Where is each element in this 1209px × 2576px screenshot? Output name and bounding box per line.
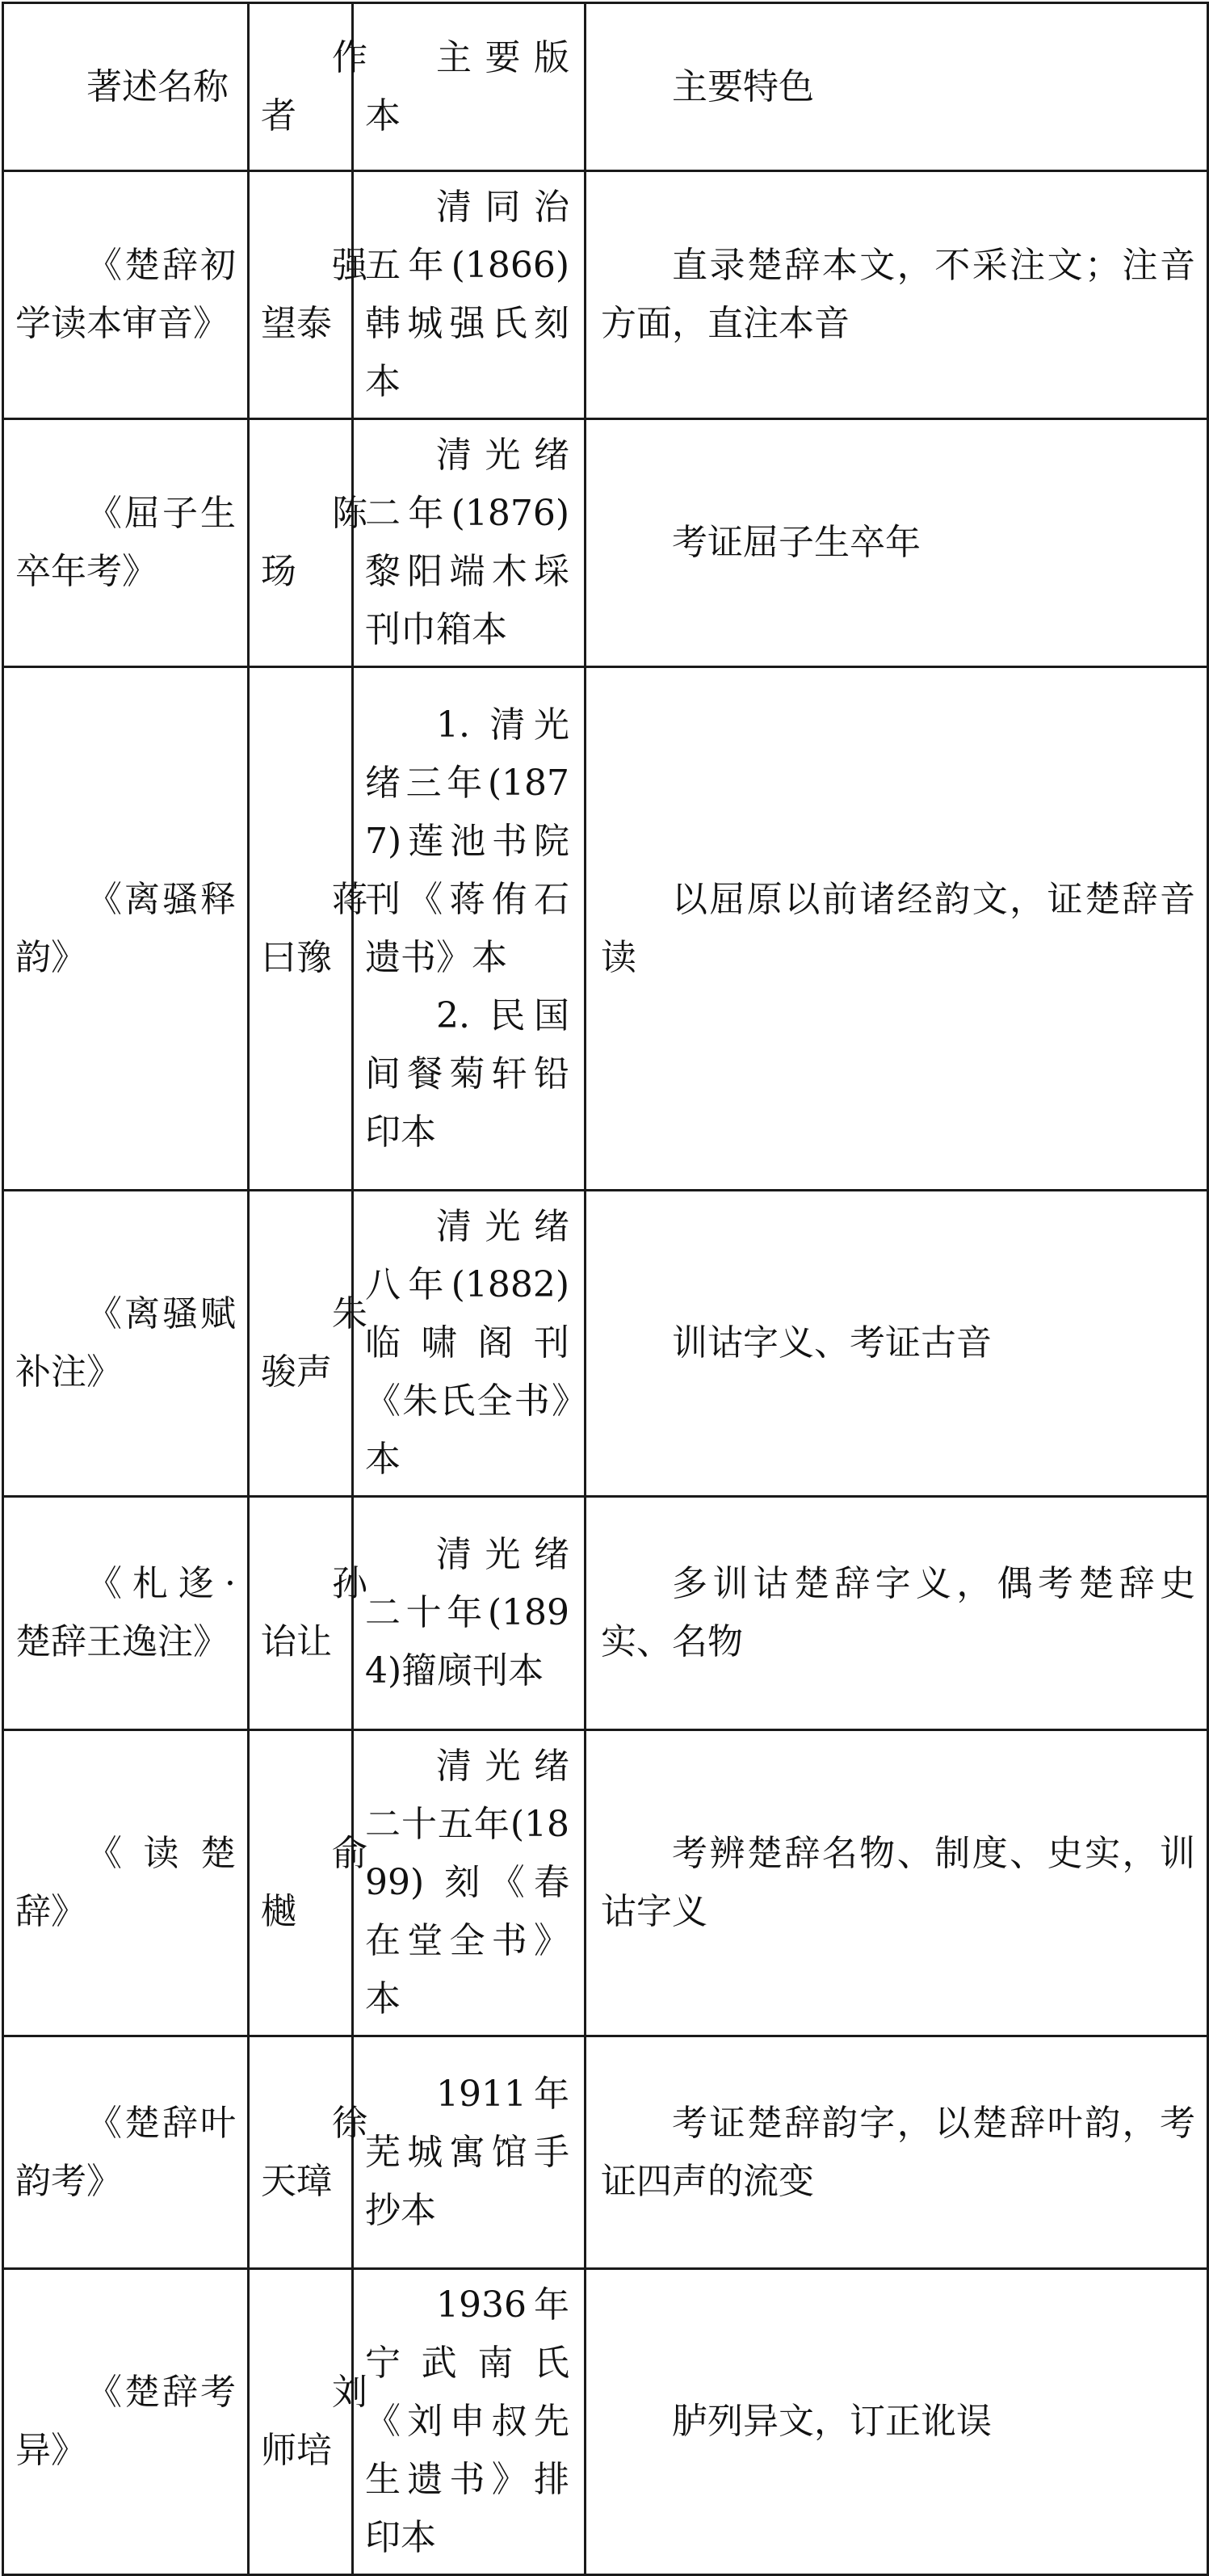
title-cell: 《楚辞考异》	[3, 2269, 249, 2575]
author-cell: 陈玚	[249, 419, 353, 667]
edition-line: 清光绪二十年(1894)籀庼刊本	[365, 1534, 569, 1691]
works-table	[2, 2, 1209, 2576]
author-cell: 朱骏声	[249, 1191, 353, 1497]
author-cell: 刘师培	[249, 2269, 353, 2575]
edition-line: 2. 民国间餐菊轩铅印本	[365, 994, 569, 1153]
edition-cell	[353, 1730, 586, 2036]
header-title: 著述名称	[3, 3, 249, 171]
edition-cell	[353, 2269, 586, 2575]
edition-line: 清光绪八年(1882)临啸阁刊《朱氏全书》本	[365, 1206, 569, 1480]
edition-line: 清光绪二十五年(1899) 刻《春在堂全书》本	[365, 1746, 569, 2019]
table-row	[3, 1497, 1208, 1730]
header-author: 作者	[249, 3, 353, 171]
table-row	[3, 419, 1208, 667]
author-cell: 徐天璋	[249, 2036, 353, 2269]
header-feature: 主要特色	[586, 3, 1208, 171]
feature-cell: 多训诂楚辞字义，偶考楚辞史实、名物	[586, 1497, 1208, 1730]
title-cell: 《楚辞初学读本审音》	[3, 171, 249, 419]
title-cell: 《读楚辞》	[3, 1730, 249, 2036]
table-row	[3, 2036, 1208, 2269]
edition-cell	[353, 2036, 586, 2269]
edition-cell	[353, 1191, 586, 1497]
table-row	[3, 1191, 1208, 1497]
author-cell: 俞樾	[249, 1730, 353, 2036]
feature-cell: 以屈原以前诸经韵文，证楚辞音读	[586, 667, 1208, 1191]
feature-cell: 考证楚辞韵字，以楚辞叶韵，考证四声的流变	[586, 2036, 1208, 2269]
edition-line: 1936年宁武南氏《刘申叔先生遗书》排印本	[365, 2284, 569, 2558]
title-cell: 《屈子生卒年考》	[3, 419, 249, 667]
title-cell: 《离骚赋补注》	[3, 1191, 249, 1497]
author-cell: 孙诒让	[249, 1497, 353, 1730]
title-cell: 《离骚释韵》	[3, 667, 249, 1191]
feature-cell: 直录楚辞本文，不采注文；注音方面，直注本音	[586, 171, 1208, 419]
feature-cell: 胪列异文，订正讹误	[586, 2269, 1208, 2575]
title-cell: 《札迻·楚辞王逸注》	[3, 1497, 249, 1730]
edition-cell	[353, 171, 586, 419]
edition-cell	[353, 419, 586, 667]
table-row	[3, 1730, 1208, 2036]
feature-cell: 考证屈子生卒年	[586, 419, 1208, 667]
feature-cell: 训诂字义、考证古音	[586, 1191, 1208, 1497]
edition-line: 清同治五年(1866)韩城强氏刻本	[365, 187, 569, 402]
edition-cell	[353, 667, 586, 1191]
table-row	[3, 667, 1208, 1191]
feature-cell: 考辨楚辞名物、制度、史实，训诂字义	[586, 1730, 1208, 2036]
edition-cell	[353, 1497, 586, 1730]
table-row	[3, 2269, 1208, 2575]
header-row	[3, 3, 1208, 171]
edition-line: 清光绪二年(1876)黎阳端木埰刊巾箱本	[365, 435, 569, 650]
author-cell: 蒋曰豫	[249, 667, 353, 1191]
author-cell: 强望泰	[249, 171, 353, 419]
title-cell: 《楚辞叶韵考》	[3, 2036, 249, 2269]
header-edition: 主要版本	[353, 3, 586, 171]
edition-line: 1911年芜城寓馆手抄本	[365, 2073, 569, 2231]
edition-line: 1. 清光绪三年(1877)莲池书院刊《蒋侑石遗书》本	[365, 704, 569, 978]
table-row	[3, 171, 1208, 419]
